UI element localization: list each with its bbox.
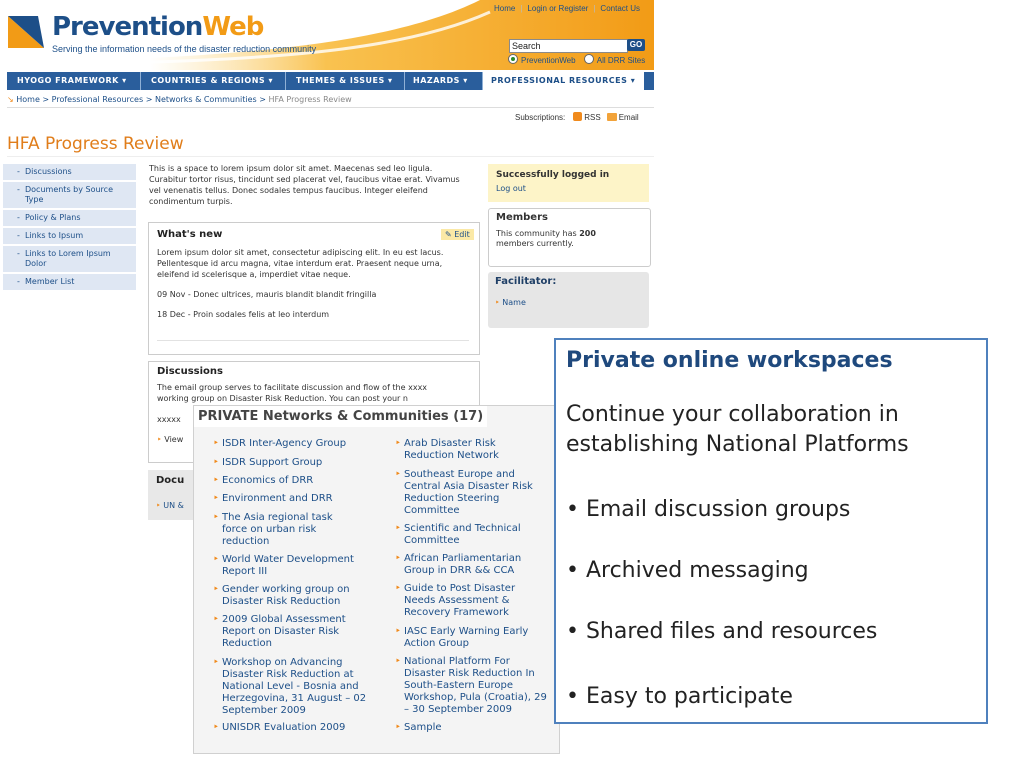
network-link[interactable]: ‣ Arab Disaster Risk Reduction Network: [404, 438, 544, 462]
whats-new-entry[interactable]: 18 Dec - Proin sodales felis at leo interdum: [157, 310, 330, 319]
breadcrumb-networks-communities[interactable]: Networks & Communities: [154, 95, 257, 104]
sidemenu-member-list[interactable]: - Member List: [3, 274, 136, 290]
discussions-text: The email group serves to facilitate discussion and flow of the xxxx working group on Disaster Risk Reduction. You can post your n: [157, 383, 428, 403]
breadcrumb-professional-resources[interactable]: Professional Resources: [51, 95, 144, 104]
divider: [7, 156, 654, 157]
email-link[interactable]: Email: [618, 113, 639, 122]
breadcrumb-home[interactable]: Home: [16, 95, 40, 104]
sidemenu-links-ipsum[interactable]: - Links to Ipsum: [3, 228, 136, 244]
whats-new-box: [148, 222, 480, 355]
radio-all-drr-sites[interactable]: [584, 54, 594, 64]
site-logo-text[interactable]: PreventionWeb: [52, 12, 264, 42]
logout-link[interactable]: Log out: [496, 184, 526, 193]
network-link[interactable]: ‣ 2009 Global Assessment Report on Disaster Risk Reduction: [222, 614, 367, 650]
logo-icon[interactable]: [8, 14, 44, 50]
sidemenu-documents[interactable]: - Documents by Source Type: [3, 182, 136, 208]
divider: [157, 340, 469, 341]
login-status-box: [488, 164, 649, 202]
whats-new-title: What's new: [157, 229, 223, 240]
members-count: 200: [579, 229, 596, 238]
contact-us-link[interactable]: Contact Us: [600, 4, 640, 13]
page-title: HFA Progress Review: [7, 134, 184, 154]
subscriptions-label: Subscriptions:: [515, 113, 566, 122]
facilitator-box: [488, 272, 649, 328]
network-link[interactable]: ‣ National Platform For Disaster Risk Reduction In South-Eastern Europe Workshop, Pula (Croatia), 29 – 30 September 2009: [404, 656, 549, 716]
nav-hazards[interactable]: HAZARDS ▾: [405, 72, 483, 90]
site-tagline: Serving the information needs of the disaster reduction community: [52, 44, 317, 54]
callout-bullet: • Shared files and resources: [566, 619, 878, 644]
callout-bullet: • Archived messaging: [566, 558, 809, 583]
pencil-icon: ✎: [445, 230, 452, 239]
edit-button[interactable]: ✎ Edit: [441, 229, 474, 240]
callout-bullet: • Easy to participate: [566, 684, 793, 709]
breadcrumb: ↘ Home > Professional Resources > Networks & Communities > HFA Progress Review: [7, 95, 352, 104]
network-link[interactable]: ‣ Guide to Post Disaster Needs Assessment & Recovery Framework: [404, 583, 544, 619]
private-networks-title: PRIVATE Networks & Communities (17): [194, 406, 487, 427]
private-networks-panel: [193, 405, 560, 754]
documents-title: Docu: [156, 475, 185, 486]
search-input[interactable]: Search: [509, 39, 628, 53]
sidemenu-policy-plans[interactable]: - Policy & Plans: [3, 210, 136, 226]
home-link[interactable]: Home: [494, 4, 516, 13]
intro-text: This is a space to lorem ipsum dolor sit amet. Maecenas sed leo ligula. Curabitur tortor risus, tincidunt sed placerat vel, faucibus vitae erat. Vivamus vel venenatis tellus. Donec sodales tempus faucibus. Integer eleifend condimentum turpis.: [149, 164, 460, 206]
callout-bullet: • Email discussion groups: [566, 497, 851, 522]
breadcrumb-arrow-icon: ↘: [7, 95, 14, 104]
discussions-view-link[interactable]: ‣ View: [157, 435, 184, 444]
radio-label-all-drr-sites: All DRR Sites: [596, 56, 646, 65]
network-link[interactable]: ‣ Environment and DRR: [222, 493, 372, 505]
network-link[interactable]: ‣ Scientific and Technical Committee: [404, 523, 549, 547]
separator: |: [593, 4, 596, 13]
nav-professional-resources[interactable]: PROFESSIONAL RESOURCES ▾: [483, 72, 644, 90]
discussions-title: Discussions: [157, 366, 224, 377]
facilitator-name-link[interactable]: ‣ Name: [495, 298, 526, 307]
network-link[interactable]: ‣ Gender working group on Disaster Risk Reduction: [222, 584, 372, 608]
top-links: [494, 4, 640, 13]
network-link[interactable]: ‣ IASC Early Warning Early Action Group: [404, 626, 549, 650]
callout-subtitle: Continue your collaboration in establishing National Platforms: [566, 402, 909, 457]
main-nav: [7, 72, 654, 90]
rss-link[interactable]: RSS: [584, 113, 601, 122]
sidemenu-discussions[interactable]: - Discussions: [3, 164, 136, 180]
network-link[interactable]: ‣ ISDR Support Group: [222, 457, 372, 469]
divider: [7, 107, 654, 108]
network-link[interactable]: ‣ Workshop on Advancing Disaster Risk Reduction at National Level - Bosnia and Herzegovina, 31 August – 02 September 2009: [222, 657, 372, 717]
side-menu: [3, 164, 136, 292]
email-icon[interactable]: [607, 113, 617, 121]
nav-hyogo-framework[interactable]: HYOGO FRAMEWORK ▾: [7, 72, 141, 90]
site-header: [0, 0, 654, 70]
nav-themes-issues[interactable]: THEMES & ISSUES ▾: [286, 72, 405, 90]
discussions-text-cont: xxxxx: [157, 415, 181, 424]
sidemenu-links-lorem[interactable]: - Links to Lorem Ipsum Dolor: [3, 246, 136, 272]
feature-callout: [554, 338, 988, 724]
network-link[interactable]: ‣ The Asia regional task force on urban risk reduction: [222, 512, 352, 548]
search-go-button[interactable]: GO: [627, 39, 645, 51]
facilitator-title: Facilitator:: [495, 276, 557, 287]
login-status-title: Successfully logged in: [496, 170, 610, 180]
login-register-link[interactable]: Login or Register: [527, 4, 589, 13]
network-link[interactable]: ‣ Economics of DRR: [222, 475, 372, 487]
whats-new-text: Lorem ipsum dolor sit amet, consectetur adipiscing elit. In eu est lacus. Pellentesque id arcu magna, vitae interdum erat. Praesent neque urna, eleifend id scelerisque a, imperdiet vitae neque.: [157, 248, 444, 279]
network-link[interactable]: ‣ Southeast Europe and Central Asia Disaster Risk Reduction Steering Committee: [404, 469, 549, 517]
radio-preventionweb[interactable]: [508, 54, 518, 64]
network-link[interactable]: ‣ Sample: [404, 722, 549, 734]
network-link[interactable]: ‣ African Parliamentarian Group in DRR && CCA: [404, 553, 549, 577]
whats-new-entry[interactable]: 09 Nov - Donec ultrices, mauris blandit blandit fringilla: [157, 290, 377, 299]
rss-icon[interactable]: [573, 112, 582, 121]
nav-countries-regions[interactable]: COUNTRIES & REGIONS ▾: [141, 72, 286, 90]
network-link[interactable]: ‣ World Water Development Report III: [222, 554, 372, 578]
members-box: [488, 208, 651, 267]
breadcrumb-current: HFA Progress Review: [268, 95, 352, 104]
documents-link[interactable]: ‣ UN &: [156, 501, 184, 510]
members-title: Members: [496, 212, 548, 223]
callout-title: Private online workspaces: [566, 348, 893, 373]
network-link[interactable]: ‣ UNISDR Evaluation 2009: [222, 722, 372, 734]
subscriptions: [515, 112, 639, 122]
radio-label-preventionweb: PreventionWeb: [521, 56, 576, 65]
separator: |: [520, 4, 523, 13]
members-text: This community has 200 members currently.: [496, 229, 596, 248]
search-scope: [508, 54, 645, 65]
network-link[interactable]: ‣ ISDR Inter-Agency Group: [222, 438, 372, 450]
